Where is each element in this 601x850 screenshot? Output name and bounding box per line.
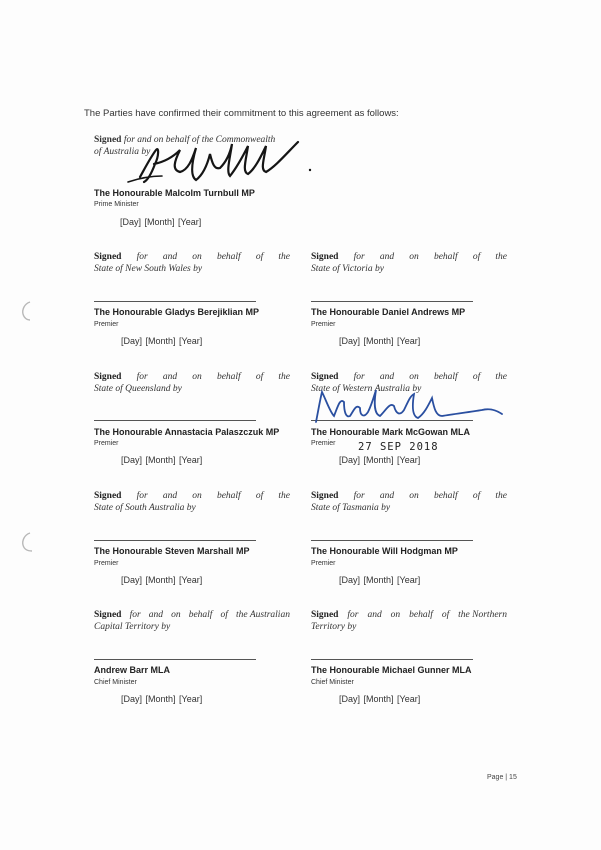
signed-word: Signed <box>311 252 339 262</box>
signed-word-for: for <box>353 252 365 262</box>
date-placeholder: [Day] [Month] [Year] <box>121 336 203 346</box>
signed-word-and: and <box>379 491 395 501</box>
intro-text: The Parties have confirmed their commitment to this agreement as follows: <box>84 108 399 119</box>
signatory-name-mcgowan: The Honourable Mark McGowan MLA <box>311 427 471 437</box>
date-placeholder: [Day] [Month] [Year] <box>339 575 421 585</box>
signed-word-and: and <box>162 491 178 501</box>
sa-signed-text <box>94 490 290 514</box>
signed-word-behalf: behalf <box>409 610 433 620</box>
date-placeholder: [Day] [Month] [Year] <box>339 336 421 346</box>
signature-turnbull <box>110 132 315 190</box>
signed-word-the: the <box>495 372 507 382</box>
signed-word-of: of <box>441 610 450 620</box>
signature-line <box>311 301 473 302</box>
signed-word-for: for <box>347 610 359 620</box>
signatory-name-barr: Andrew Barr MLA <box>94 665 171 675</box>
signed-word-on: on <box>409 372 419 382</box>
date-placeholder: [Day] [Month] [Year] <box>121 455 203 465</box>
punch-hole-mark <box>20 531 34 553</box>
signatory-role: Premier <box>94 440 119 447</box>
signatory-role: Premier <box>311 440 336 447</box>
signed-word-behalf: behalf <box>188 610 213 620</box>
signatory-role: Chief Minister <box>94 679 137 686</box>
signature-mcgowan <box>310 386 505 430</box>
signed-word: Signed <box>94 372 122 382</box>
signed-word-of: of <box>472 372 481 382</box>
signed-word-behalf: behalf <box>433 491 458 501</box>
nt-signed-text <box>311 609 507 633</box>
signature-line <box>94 540 256 541</box>
signatory-role: Premier <box>94 321 119 328</box>
signed-word-of: of <box>220 610 228 620</box>
qld-signed-text <box>94 371 290 395</box>
signed-line2: State of Tasmania by <box>311 503 391 513</box>
signed-word-on: on <box>192 252 202 262</box>
signatory-role: Premier <box>311 321 336 328</box>
signatory-name-palaszczuk: The Honourable Annastacia Palaszczuk MP <box>94 427 280 437</box>
page-number: Page | 15 <box>487 774 517 781</box>
signed-line2: State of Queensland by <box>94 384 182 394</box>
signed-word-and: and <box>162 372 178 382</box>
nsw-signed-text <box>94 251 290 275</box>
signed-word-for: for <box>129 610 141 620</box>
signed-word-of: of <box>472 491 481 501</box>
signed-line2: State of New South Wales by <box>94 264 203 274</box>
signed-word-of: of <box>255 491 264 501</box>
signed-word-and: and <box>379 252 395 262</box>
signed-word-of: of <box>472 252 481 262</box>
signed-word-for: for <box>136 372 148 382</box>
date-placeholder: [Day] [Month] [Year] <box>339 694 421 704</box>
signed-word: Signed <box>94 252 122 262</box>
signed-word-for: for <box>353 372 365 382</box>
signed-word-of: of <box>255 372 264 382</box>
signed-word-on: on <box>171 610 181 620</box>
signed-word-for: for <box>136 491 148 501</box>
signatory-role: Premier <box>94 560 119 567</box>
signed-line2: State of South Australia by <box>94 503 196 513</box>
signed-word-behalf: behalf <box>216 252 241 262</box>
signed-word-on: on <box>192 372 202 382</box>
signed-word: Signed <box>311 372 339 382</box>
punch-hole-mark <box>20 300 32 322</box>
signed-word-behalf: behalf <box>216 491 241 501</box>
signed-word-the: the <box>495 252 507 262</box>
signed-word-the: the <box>278 252 290 262</box>
date-placeholder: [Day] [Month] [Year] <box>339 455 421 465</box>
signed-word-for: for <box>136 252 148 262</box>
signatory-name-berejiklian: The Honourable Gladys Berejiklian MP <box>94 307 260 317</box>
date-stamp: 27 SEP 2018 <box>358 441 439 453</box>
signed-word-on: on <box>409 491 419 501</box>
signed-word: Signed <box>94 135 122 145</box>
signed-word-and: and <box>379 372 395 382</box>
date-placeholder: [Day] [Month] [Year] <box>120 217 202 227</box>
signed-word-and: and <box>162 252 178 262</box>
signature-line <box>94 659 256 660</box>
signatory-name-turnbull: The Honourable Malcolm Turnbull MP <box>94 188 255 198</box>
signed-word-the: the Australian <box>236 610 290 620</box>
date-placeholder: [Day] [Month] [Year] <box>121 694 203 704</box>
signed-line2: State of Western Australia by <box>311 384 422 394</box>
signed-word: Signed <box>311 491 339 501</box>
signed-word-the: the <box>495 491 507 501</box>
signatory-name-marshall: The Honourable Steven Marshall MP <box>94 546 250 556</box>
signed-line2: Territory by <box>311 622 357 632</box>
signed-word-and: and <box>367 610 382 620</box>
signed-word-and: and <box>148 610 163 620</box>
signed-line1: for and on behalf of the Commonwealth <box>123 135 276 145</box>
signed-word-behalf: behalf <box>216 372 241 382</box>
signed-word: Signed <box>94 491 122 501</box>
signatory-name-hodgman: The Honourable Will Hodgman MP <box>311 546 458 556</box>
signed-word-on: on <box>192 491 202 501</box>
signed-line2: Capital Territory by <box>94 622 171 632</box>
signed-word-the: the <box>278 491 290 501</box>
tas-signed-text <box>311 490 507 514</box>
signed-word-on: on <box>390 610 401 620</box>
signature-line <box>94 301 256 302</box>
act-signed-text <box>94 609 290 633</box>
signed-word-the: the Northern <box>458 610 507 620</box>
signatory-role: Premier <box>311 560 336 567</box>
date-placeholder: [Day] [Month] [Year] <box>121 575 203 585</box>
signatory-name-andrews: The Honourable Daniel Andrews MP <box>311 307 466 317</box>
signatory-name-gunner: The Honourable Michael Gunner MLA <box>311 665 472 675</box>
signature-line <box>311 540 473 541</box>
signed-word-the: the <box>278 372 290 382</box>
signed-word-behalf: behalf <box>433 252 458 262</box>
signed-word-behalf: behalf <box>433 372 458 382</box>
signature-line <box>94 420 256 421</box>
vic-signed-text <box>311 251 507 275</box>
signatory-role: Prime Minister <box>94 201 139 208</box>
signed-word-of: of <box>255 252 264 262</box>
signed-line2: of Australia by <box>94 147 151 157</box>
signed-line2: State of Victoria by <box>311 264 384 274</box>
signed-word-for: for <box>353 491 365 501</box>
signed-word: Signed <box>94 610 122 620</box>
signed-word-on: on <box>409 252 419 262</box>
signed-word: Signed <box>311 610 339 620</box>
signatory-role: Chief Minister <box>311 679 354 686</box>
signature-line <box>311 659 473 660</box>
